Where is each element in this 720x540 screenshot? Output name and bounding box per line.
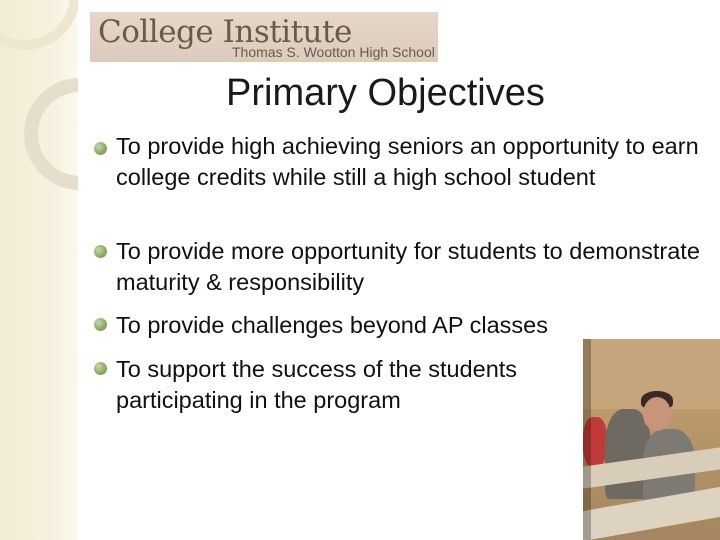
bullet-item-1: To provide high achieving seniors an opportunity to earn college credits while still a high school student: [116, 133, 699, 190]
bullet-item-4: To support the success of the students participating in the program: [116, 356, 518, 413]
left-decorative-band: [0, 0, 78, 540]
college-institute-logo: [90, 12, 438, 62]
bullet-dot-icon: [94, 362, 107, 375]
bullet-dot-icon: [94, 142, 107, 155]
slide-title: Primary Objectives: [226, 72, 545, 114]
classroom-students-photo: [583, 339, 720, 540]
decorative-ring: [24, 78, 78, 190]
bullet-item-2: To provide more opportunity for students to demonstrate maturity & responsibility: [116, 238, 700, 295]
logo-sub-text: Thomas S. Wootton High School: [232, 44, 435, 60]
logo-main-text: College Institute: [98, 14, 352, 50]
bullet-dot-icon: [94, 318, 107, 331]
bullet-dot-icon: [94, 245, 107, 258]
decorative-ring-top: [0, 0, 78, 50]
bullet-item-3: To provide challenges beyond AP classes: [116, 312, 548, 338]
